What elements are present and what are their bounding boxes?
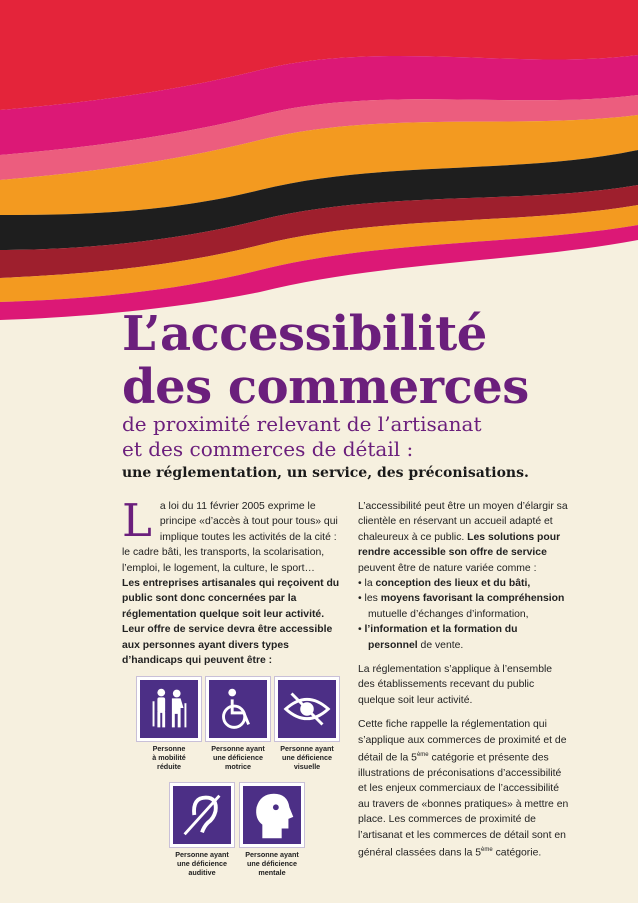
bullet-3: • l’information et la formation du personnel de vente. [358, 624, 518, 651]
paragraph-2: La réglementation s’applique à l’ensemble des établissements recevant du public quelque soit leur activité. [358, 664, 553, 706]
paragraph-1: L’accessibilité peut être un moyen d’élargir sa clientèle en réservant un accueil adapté et chaleureux à ce public. Les solutions pour rendre accessible son offre de service peuvent être de nature variée comme : • la conception des lieux et du bâti, • les moyens favorisant la compréhension mutuelle d’échanges d’information, • l’information et la formation du personnel de vente. [358, 499, 570, 653]
right-column [358, 499, 570, 870]
bullet-1: • la conception des lieux et du bâti, [358, 578, 531, 590]
left-column [122, 494, 344, 668]
paragraph-3: Cette fiche rappelle la réglementation qui s’applique aux commerces de proximité et de détail de la 5ème catégorie et présente des illustrations de préconisations d’accessibilité et les enjeux commerciaux de l’accessibilité au travers de «bonnes pratiques» à mettre en place. Les commerces de proximité de l’artisanat et les commerces de détail sont en général classées dans la 5ème catégorie. [358, 719, 569, 859]
caption-auditory: Personne ayant une déficience auditive [175, 850, 229, 877]
title-line-1: L’accessibilité [122, 306, 487, 362]
subtitle-line-2: et des commerces de détail : [122, 437, 414, 461]
bullet-2: • les moyens favorisant la compréhension mutuelle d’échanges d’information, [358, 593, 565, 620]
subtitle-line-1: de proximité relevant de l’artisanat [122, 412, 482, 436]
bold-paragraph-1: Les entreprises artisanales qui reçoivent du public sont donc concernées par la réglementation quelque soit leur activité. [122, 578, 340, 620]
bold-paragraph-2: Leur offre de service devra être accessible aux personnes ayant divers types d’handicaps qui peuvent être : [122, 624, 333, 667]
wheelchair-icon [206, 677, 270, 741]
head-icon [240, 783, 304, 847]
caption-motor: Personne ayant une déficience motrice [211, 744, 265, 771]
dropcap: L [122, 494, 152, 547]
ear-icon [170, 783, 234, 847]
tagline: une réglementation, un service, des préconisations. [122, 465, 529, 481]
decorative-waves [0, 0, 638, 320]
caption-reduced-mobility: Personne à mobilité réduite [152, 744, 186, 771]
eye-icon [275, 677, 339, 741]
caption-visual: Personne ayant une déficience visuelle [280, 744, 334, 771]
reduced-mobility-icon [137, 677, 201, 741]
caption-mental: Personne ayant une déficience mentale [245, 850, 299, 877]
title-line-2: des commerces [122, 359, 529, 415]
intro-text: a loi du 11 février 2005 exprime le principe «d’accès à tout pour tous» qui implique toutes les activités de la cité : le cadre bâti, les transports, la scolarisation, l’emploi, le logement, la culture, le sport… [122, 501, 338, 574]
